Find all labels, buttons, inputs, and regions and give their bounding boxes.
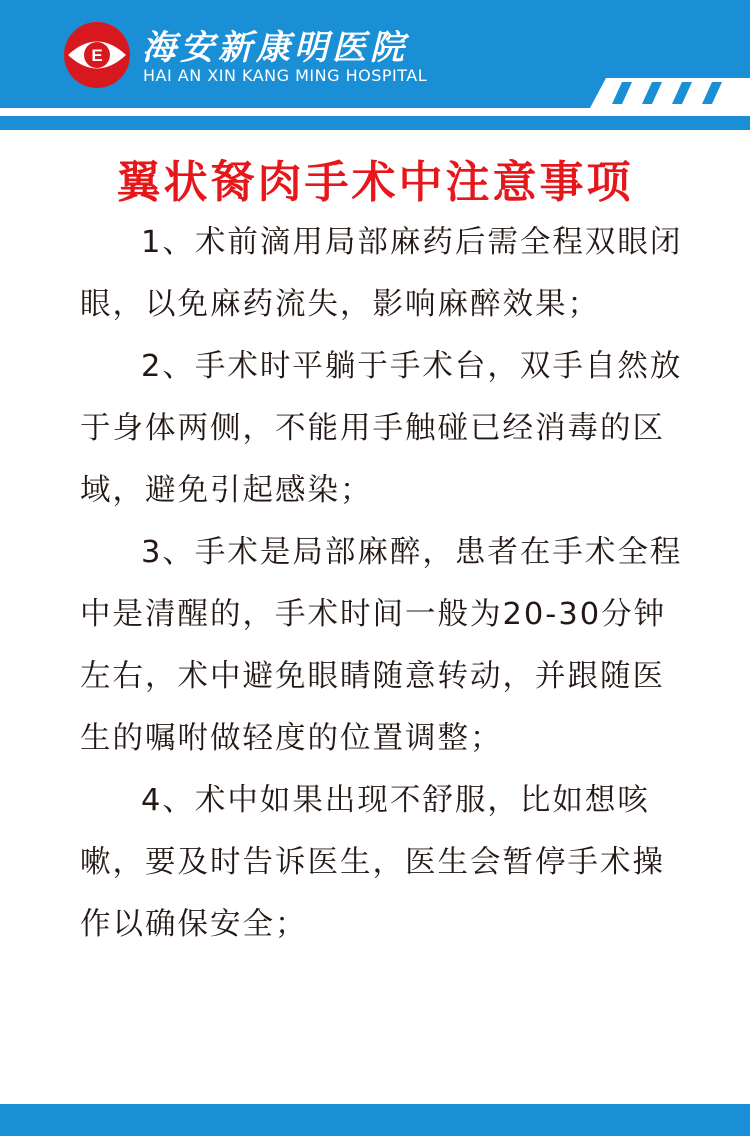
header-divider-bar — [0, 116, 750, 130]
notice-list — [80, 212, 685, 956]
notice-item: 1、术前滴用局部麻药后需全程双眼闭眼，以免麻药流失，影响麻醉效果； — [80, 225, 683, 322]
header-stripes — [612, 82, 732, 104]
hospital-name-en: HAI AN XIN KANG MING HOSPITAL — [143, 66, 428, 85]
header-stripe — [672, 82, 692, 104]
logo-letter: E — [91, 46, 103, 65]
notice-item: 2、手术时平躺于手术台，双手自然放于身体两侧，不能用手触碰已经消毒的区域，避免引起感染； — [80, 349, 683, 508]
header-stripe — [612, 82, 632, 104]
notice-item: 3、手术是局部麻醉，患者在手术全程中是清醒的，手术时间一般为20-30分钟左右，术中避免眼睛随意转动，并跟随医生的嘱咐做轻度的位置调整； — [80, 535, 683, 756]
hospital-name-cn: 海安新康明医院 — [142, 28, 408, 68]
header-stripe — [642, 82, 662, 104]
page-title: 翼状胬肉手术中注意事项 — [116, 157, 634, 208]
notice-item: 4、术中如果出现不舒服，比如想咳嗽，要及时告诉医生，医生会暂停手术操作以确保安全； — [80, 783, 665, 942]
eye-icon — [62, 20, 132, 90]
header-stripe — [702, 82, 722, 104]
footer-bar — [0, 1104, 750, 1136]
